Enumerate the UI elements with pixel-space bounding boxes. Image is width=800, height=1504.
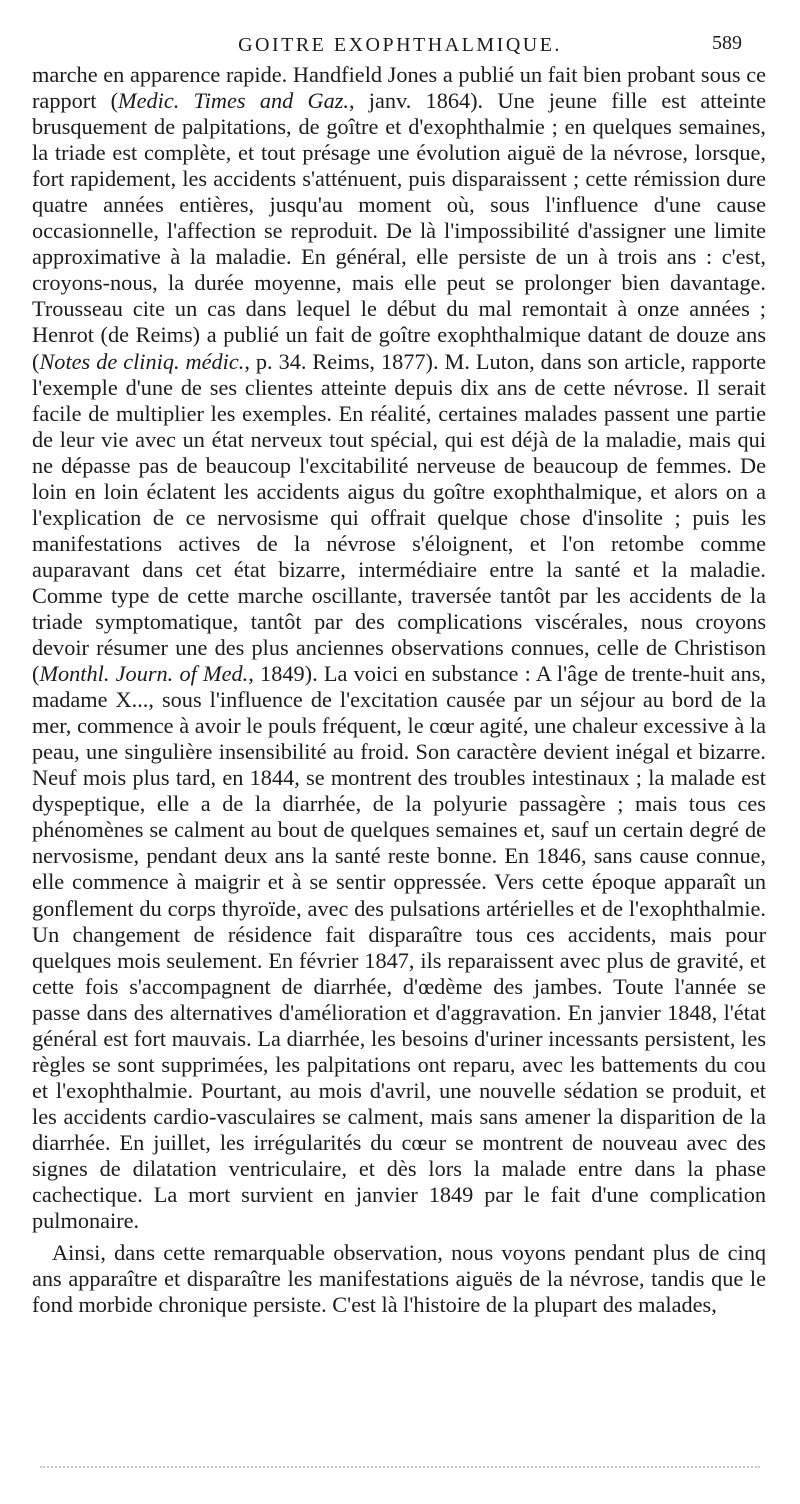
paragraph-segment: , 1849). La voici en substance : A l'âge de trente-huit ans, madame X..., sous l'influence de l'excitation causée par un séjour au bord de la mer, commence à avoir le pouls fréquent, le cœur agité, une chaleur excessive à la peau, une singulière insensibilité au froid. Son caractère devient inégal et bizarre. Neuf mois plus tard, en 1844, se montrent des troubles intestinaux ; la malade est dyspeptique, elle a de la diarrhée, de la polyurie passagère ; mais tous ces phénomènes se calment au bout de quelques semaines et, sauf un certain degré de nervosisme, pendant deux ans la santé reste bonne. En 1846, sans cause connue, elle commence à maigrir et à se sentir oppressée. Vers cette époque apparaît un gonflement du corps thyroïde, avec des pulsations artérielles et de l'exophthalmie. Un changement de résidence fait disparaître tous ces accidents, mais pour quelques mois seulement. En février 1847, ils reparaissent avec plus de gravité, et cette fois s'accompagnent de diarrhée, d'œdème des jambes. Toute l'année se passe dans des alternatives d'amélioration et d'aggravation. En janvier 1848, l'état général est fort mauvais. La diarrhée, les besoins d'uriner incessants persistent, les règles se sont supprimées, les palpitations ont reparu, avec les battements du cou et l'exophthalmie. Pourtant, au mois d'avril, une nouvelle sédation se produit, et les accidents cardio-vasculaires se calment, mais sans amener la disparition de la diarrhée. En juillet, les irrégularités du cœur se montrent de nouveau avec des signes de dilatation ventriculaire, et dès lors la malade entre dans la phase cachectique. La mort survient en janvier 1849 par le fait d'une complication pulmonaire. bbox=[32, 661, 766, 1234]
running-title: GOITRE EXOPHTHALMIQUE. bbox=[238, 34, 562, 56]
citation-medic-times: Medic. Times and Gaz. bbox=[118, 88, 349, 114]
citation-monthl-journ: Monthl. Journ. of Med. bbox=[39, 661, 249, 687]
citation-notes-de-cliniq: Notes de cliniq. médic. bbox=[39, 348, 245, 374]
body-text bbox=[32, 62, 766, 1318]
paragraph-segment: , janv. 1864). Une jeune fille est atteinte brusquement de palpitations, de goître et d'exophthalmie ; en quelques semaines, la triade est complète, et tout présage une évolution aiguë de la névrose, lorsque, fort rapidement, les accidents s'atténuent, puis disparaissent ; cette rémission dure quatre années entières, jusqu'au moment où, sous l'influence d'une cause occasionnelle, l'affection se reproduit. De là l'impossibilité d'assigner une limite approximative à la maladie. En général, elle persiste de un à trois ans : c'est, croyons-nous, la durée moyenne, mais elle peut se prolonger bien davantage. Trousseau cite un cas dans lequel le début du mal remontait à onze années ; Henrot (de Reims) a publié un fait de goître exophthalmique datant de douze ans ( bbox=[32, 88, 766, 374]
paragraph-observation bbox=[32, 62, 766, 1234]
paragraph-segment: , p. 34. Reims, 1877). M. Luton, dans son article, rapporte l'exemple d'une de ses clientes atteinte depuis dix ans de cette névrose. Il serait facile de multiplier les exemples. En réalité, certaines malades passent une partie de leur vie avec un état nerveux tout spécial, qui est déjà de la maladie, mais qui ne dépasse pas de beaucoup l'excitabilité nerveuse de beaucoup de femmes. De loin en loin éclatent les accidents aigus du goître exophthalmique, et alors on a l'explication de ce nervosisme qui offrait quelque chose d'insolite ; puis les manifestations actives de la névrose s'éloignent, et l'on retombe comme auparavant dans cet état bizarre, intermédiaire entre la santé et la maladie. Comme type de cette marche oscillante, traversée tantôt par les accidents de la triade symptomatique, tantôt par des complications viscérales, nous croyons devoir résumer une des plus anciennes observations connues, celle de Christison ( bbox=[32, 348, 766, 687]
page-number: 589 bbox=[712, 32, 742, 54]
bleed-through-trace bbox=[40, 1466, 760, 1471]
paragraph-conclusion: Ainsi, dans cette remarquable observation, nous voyons pendant plus de cinq ans apparaître et disparaître les manifestations aiguës de la névrose, tandis que le fond morbide chronique persiste. C'est là l'histoire de la plupart des malades, bbox=[32, 1240, 766, 1318]
paragraph-segment: marche en apparence rapide. Handfield Jones a publié un fait bien probant sous ce rapport ( bbox=[32, 62, 766, 114]
